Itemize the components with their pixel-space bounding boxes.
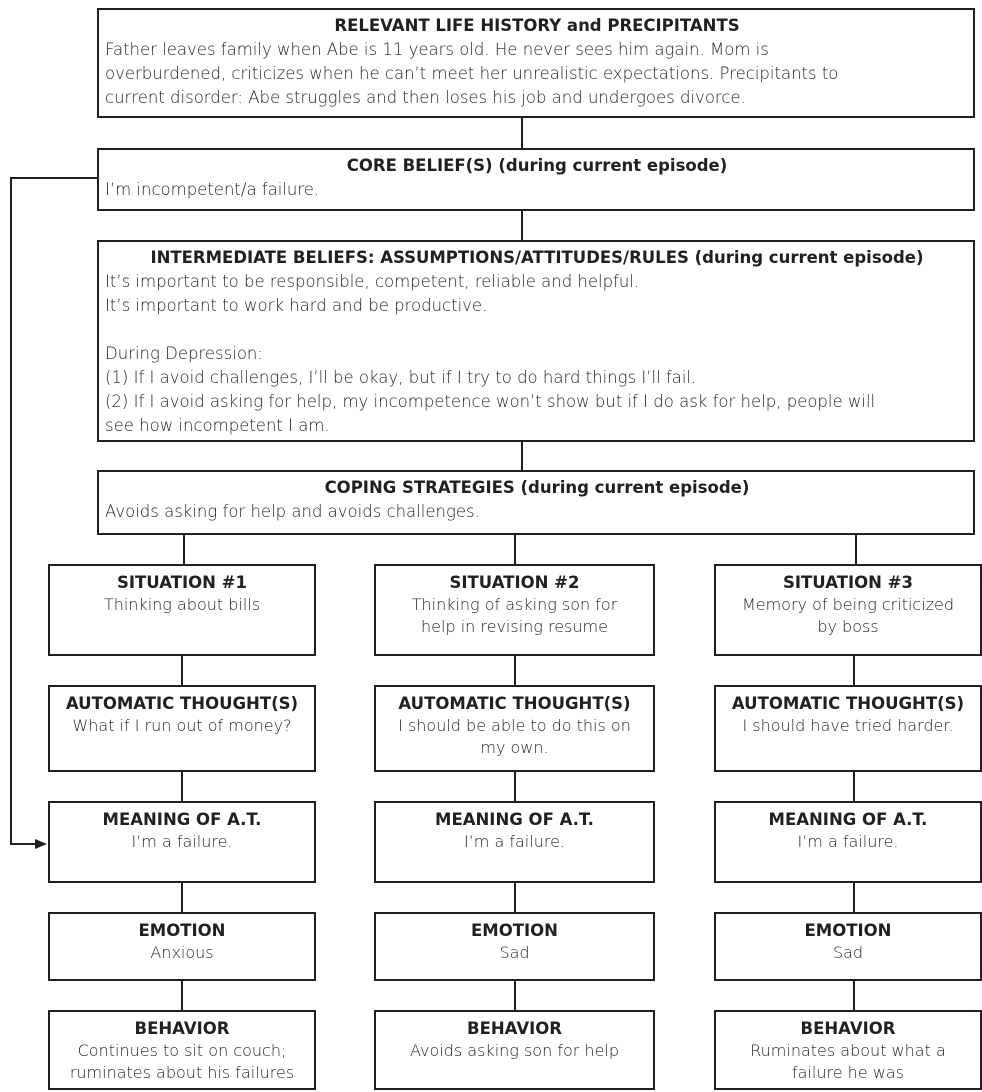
life-history-line: Father leaves family when Abe is 11 years old. He never sees him again. Mom is: [105, 40, 769, 59]
situation-text: help in revising resume: [421, 617, 608, 636]
situation-title: SITUATION #2: [449, 573, 580, 592]
situation-title: SITUATION #1: [117, 573, 247, 592]
automatic-thought-text: What if I run out of money?: [72, 716, 292, 735]
automatic-thought-title: AUTOMATIC THOUGHT(S): [65, 694, 299, 713]
automatic-thought-title: AUTOMATIC THOUGHT(S): [398, 694, 631, 713]
automatic-thought-text: I should be able to do this on: [398, 716, 631, 735]
intermediate-beliefs-line: It’s important to be responsible, competent, reliable and helpful.: [105, 272, 640, 291]
intermediate-beliefs-line: (2) If I avoid asking for help, my incompetence won’t show but if I do ask for help, people will: [105, 392, 876, 411]
life-history-line: overburdened, criticizes when he can’t meet her unrealistic expectations. Precipitants to: [105, 64, 839, 83]
meaning-text: I’m a failure.: [131, 832, 233, 851]
behavior-title: BEHAVIOR: [467, 1019, 562, 1038]
meaning-text: I’m a failure.: [464, 832, 565, 851]
emotion-text: Anxious: [150, 943, 214, 962]
behavior-text: Avoids asking son for help: [410, 1041, 619, 1060]
situation-text: Memory of being criticized: [741, 595, 955, 614]
emotion-text: Sad: [499, 943, 530, 962]
automatic-thought-text: my own.: [480, 738, 549, 757]
life-history-line: current disorder: Abe struggles and then loses his job and undergoes divorce.: [105, 88, 746, 107]
life-history-title: RELEVANT LIFE HISTORY and PRECIPITANTS: [334, 16, 740, 35]
behavior-text: Ruminates about what a: [750, 1041, 946, 1060]
coping-strategies-line: Avoids asking for help and avoids challenges.: [105, 502, 480, 521]
core-beliefs-line: I’m incompetent/a failure.: [105, 180, 320, 199]
arrow-head-icon: [35, 839, 47, 849]
emotion-text: Sad: [832, 943, 864, 962]
core-beliefs-title: CORE BELIEF(S) (during current episode): [346, 156, 728, 175]
meaning-title: MEANING OF A.T.: [768, 810, 928, 829]
situation-text: Thinking of asking son for: [411, 595, 618, 614]
automatic-thought-text: I should have tried harder.: [742, 716, 954, 735]
emotion-title: EMOTION: [471, 921, 558, 940]
meaning-title: MEANING OF A.T.: [102, 810, 262, 829]
automatic-thought-title: AUTOMATIC THOUGHT(S): [731, 694, 965, 713]
behavior-text: ruminates about his failures: [69, 1063, 295, 1082]
meaning-title: MEANING OF A.T.: [435, 810, 594, 829]
meaning-text: I’m a failure.: [797, 832, 899, 851]
emotion-title: EMOTION: [804, 921, 892, 940]
intermediate-beliefs-line: During Depression:: [105, 344, 263, 363]
situation-text: by boss: [817, 617, 879, 636]
emotion-title: EMOTION: [138, 921, 226, 940]
intermediate-beliefs-title: INTERMEDIATE BELIEFS: ASSUMPTIONS/ATTITUDES/RULES (during current episode): [150, 248, 924, 267]
intermediate-beliefs-line: see how incompetent I am.: [105, 416, 330, 435]
behavior-title: BEHAVIOR: [800, 1019, 896, 1038]
behavior-title: BEHAVIOR: [134, 1019, 230, 1038]
behavior-text: Continues to sit on couch;: [77, 1041, 287, 1060]
behavior-text: failure he was: [792, 1063, 904, 1082]
situation-title: SITUATION #3: [783, 573, 913, 592]
arrow-line: [11, 178, 97, 844]
intermediate-beliefs-line: (1) If I avoid challenges, I’ll be okay, but if I try to do hard things I’ll fail.: [105, 368, 697, 387]
coping-strategies-title: COPING STRATEGIES (during current episode): [324, 478, 750, 497]
situation-text: Thinking about bills: [103, 595, 261, 614]
intermediate-beliefs-line: It’s important to work hard and be productive.: [105, 296, 488, 315]
